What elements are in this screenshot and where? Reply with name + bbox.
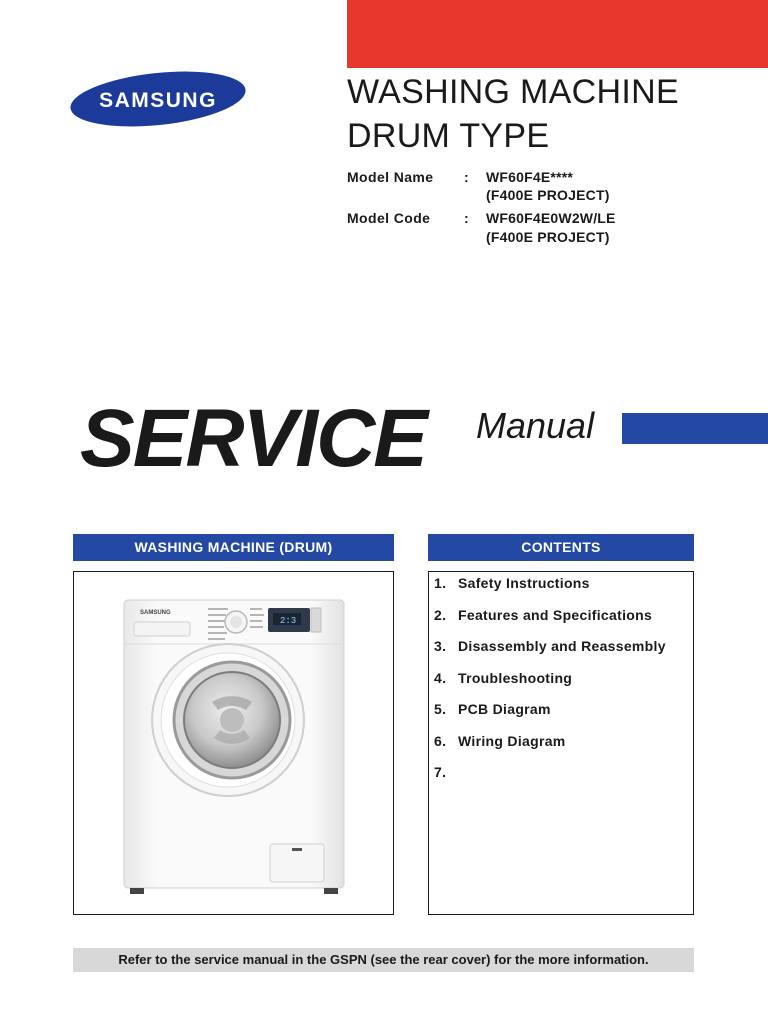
contents-item-label: PCB Diagram xyxy=(458,701,551,717)
contents-list xyxy=(434,575,666,796)
product-panel-header: WASHING MACHINE (DRUM) xyxy=(73,534,394,561)
model-code-project: (F400E PROJECT) xyxy=(486,229,610,245)
contents-item-label: Troubleshooting xyxy=(458,669,573,686)
contents-item-number: 7. xyxy=(434,764,447,780)
contents-item-number: 2. xyxy=(434,606,447,623)
samsung-logo xyxy=(68,70,248,128)
title-line-2: DRUM TYPE xyxy=(347,117,550,155)
contents-item-label: Safety Instructions xyxy=(458,575,590,591)
contents-item-number: 5. xyxy=(434,701,447,717)
contents-item[interactable] xyxy=(434,670,666,702)
contents-item-label: Features and Specifications xyxy=(458,606,653,623)
contents-item[interactable] xyxy=(434,575,666,607)
model-name-value: WF60F4E**** xyxy=(486,169,574,185)
model-name-separator: : xyxy=(464,169,469,185)
contents-item[interactable] xyxy=(434,701,666,733)
model-code-separator: : xyxy=(464,210,469,226)
contents-item[interactable] xyxy=(434,733,666,765)
contents-item-label: Wiring Diagram xyxy=(458,732,566,749)
contents-item xyxy=(434,764,666,796)
svg-text:2:3: 2:3 xyxy=(280,616,297,626)
footer-note: Refer to the service manual in the GSPN (see the rear cover) for the more information. xyxy=(73,948,694,972)
model-name-project: (F400E PROJECT) xyxy=(486,187,610,203)
manual-heading: Manual xyxy=(476,405,595,446)
contents-item-number: 1. xyxy=(434,575,447,591)
contents-panel-header: CONTENTS xyxy=(428,534,694,561)
service-heading: SERVICE xyxy=(80,393,426,484)
contents-item-number: 4. xyxy=(434,669,447,686)
contents-item-number: 6. xyxy=(434,732,447,749)
model-code-label: Model Code xyxy=(347,210,431,226)
model-code-value: WF60F4E0W2W/LE xyxy=(486,210,616,226)
contents-item[interactable] xyxy=(434,607,666,639)
document-title xyxy=(347,70,679,158)
washing-machine-image xyxy=(120,598,348,898)
machine-logo-text: SAMSUNG xyxy=(140,610,171,616)
contents-item[interactable] xyxy=(434,638,666,670)
model-name-label: Model Name xyxy=(347,169,434,185)
title-line-1: WASHING MACHINE xyxy=(347,73,679,111)
contents-item-number: 3. xyxy=(434,638,447,654)
logo-text: SAMSUNG xyxy=(99,89,217,112)
blue-accent-bar xyxy=(622,413,768,444)
contents-item-label: Disassembly and Reassembly xyxy=(458,638,666,654)
red-accent-bar xyxy=(347,0,768,68)
